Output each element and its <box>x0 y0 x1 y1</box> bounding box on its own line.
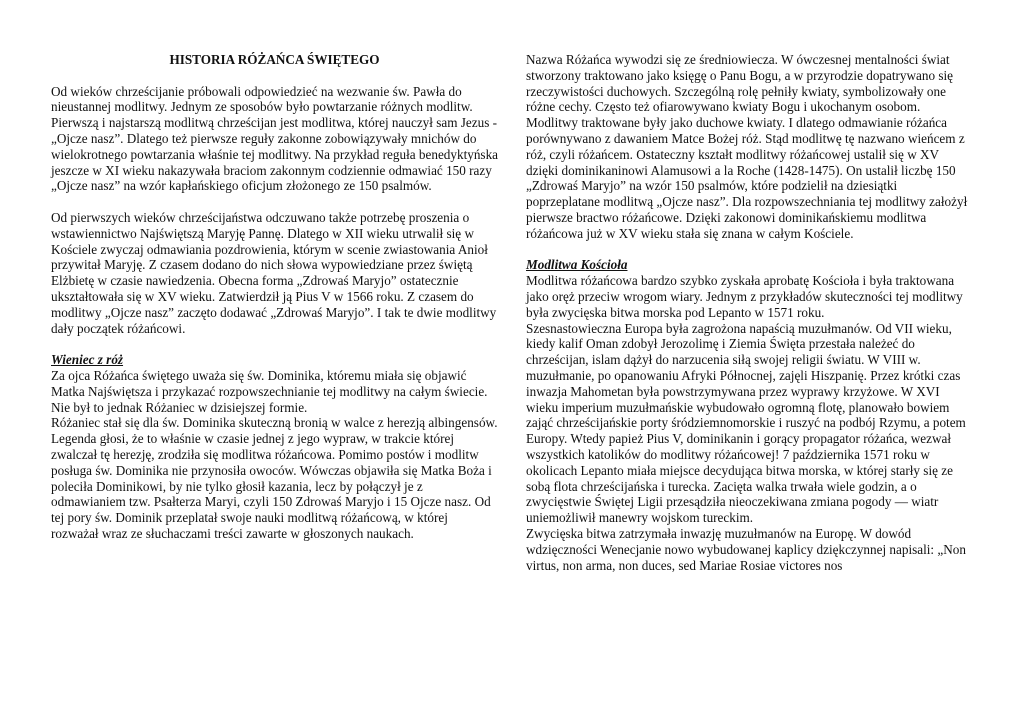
modlitwa-paragraph-1: Modlitwa różańcowa bardzo szybko zyskała aprobatę Kościoła i była traktowana jako oręż przeciw wrogom wiary. Jednym z przykładów skuteczności tej modlitwy była zwycięska bitwa morska pod Lepanto w 1571 roku. <box>526 273 963 320</box>
name-origin-paragraph: Nazwa Różańca wywodzi się ze średniowiecza. W ówczesnej mentalności świat stworzony traktowano jako księgę o Panu Bogu, a w przyrodzie dopatrywano się rzeczywistości duchowych. Szczególną rolę pełniły kwiaty, symbolizowały one różne cechy. Często też ofiarowywano kwiaty Bogu i ukochanym osobom. Modlitwy traktowane były jako duchowe kwiaty. I dlatego odmawianie różańca porównywano z dawaniem Matce Bożej róż. Stąd modlitwę tę nazwano wieńcem z róż, czyli różańcem. Ostateczny kształt modlitwy różańcowej ustalił się w XV dzięki dominikaninowi Alamusowi a la Roche (1428-1475). On ustalił liczbę 150 „Zdrowaś Maryjo” na wzór 150 psalmów, które podzielił na dziesiątki poprzeplatane modlitwą „Ojcze nasz”. Dla rozpowszechniania tej modlitwy założył pierwsze bractwo różańcowe. Dzięki zakonowi dominikańskiemu modlitwa różańcowa już w XV wieku stała się znana w całym Kościele. <box>526 52 968 241</box>
section-heading-wieniec: Wieniec z róż <box>51 352 124 368</box>
paragraph-gap <box>51 336 498 352</box>
intro-paragraph-3: Od pierwszych wieków chrześcijaństwa odczuwano także potrzebę proszenia o wstawiennictwo Najświętszą Maryję Pannę. Dlatego w XII wieku utrwalił się w Kościele zwyczaj odmawiania pozdrowienia, którym w scenie zwiastowania Anioł przywitał Maryję. Z czasem dodano do nich słowa wypowiedziane przez świętą Elżbietę w czasie nawiedzenia. Obecna forma „Zdrowaś Maryjo” ostatecznie ukształtowała się w XV wieku. Zatwierdził ją Pius V w 1566 roku. Z czasem do modlitwy „Ojcze nasz” zaczęto dodawać „Zdrowaś Maryjo”. I tak te dwie modlitwy dały początek różańcowi. <box>51 209 497 336</box>
paragraph-gap <box>51 194 498 210</box>
wieniec-paragraph-1: Za ojca Różańca świętego uważa się św. Dominika, któremu miała się objawić Matka Najświętsza i przykazać rozpowszechnianie tej modlitwy na całym świecie. Nie był to jednak Różaniec w dzisiejszej formie. <box>51 367 488 415</box>
right-column <box>526 52 971 573</box>
section-heading-modlitwa: Modlitwa Kościoła <box>526 257 628 273</box>
document-title: HISTORIA RÓŻAŃCA ŚWIĘTEGO <box>169 52 380 67</box>
modlitwa-paragraph-3: Zwycięska bitwa zatrzymała inwazję muzułmanów na Europę. W dowód wdzięczności Wenecjanie nowo wybudowanej kaplicy dziękczynnej napisali: „Non virtus, non arma, non duces, sed Mariae Rosiae victores nos <box>526 525 966 573</box>
wieniec-paragraph-2: Różaniec stał się dla św. Dominika skuteczną bronią w walce z herezją albingensów. Legenda głosi, że to właśnie w czasie jednej z jego wypraw, w trakcie której zwalczał tę herezję, zrodziła się modlitwa różańcowa. Pomimo postów i modlitw posługa św. Dominika nie przynosiła owoców. Wówczas objawiła się Matka Boża i poleciła Dominikowi, by nie tylko głosił kazania, lecz by połączył je z odmawianiem tzw. Psałterza Maryi, czyli 150 Zdrowaś Maryjo i 15 Ojcze nasz. Od tej pory św. Dominik przeplatał swoje nauki modlitwą różańcową, w której rozważał wraz ze słuchaczami treści zawarte w głoszonych naukach. <box>51 415 498 541</box>
intro-paragraph-1: Od wieków chrześcijanie próbowali odpowiedzieć na wezwanie św. Pawła do nieustannej modlitwy. Jednym ze sposobów było powtarzanie różnych modlitw. <box>51 83 473 115</box>
left-column <box>51 52 498 542</box>
modlitwa-paragraph-2: Szesnastowieczna Europa była zagrożona napaścią muzułmanów. Od VII wieku, kiedy kalif Oman zdobył Jerozolimę i Ziemia Święta przestała należeć do chrześcijan, islam dążył do narzucenia siłą swojej religii światu. W VIII w. muzułmanie, po opanowaniu Afryki Północnej, zajęli Hiszpanię. Przez krótki czas inwazja Mahometan była powstrzymywana przez wyprawy krzyżowe. W XVI wieku imperium muzułmańskie wybudowało ogromną flotę, planowało bowiem zająć chrześcijańskie porty śródziemnomorskie i ruszyć na podbój Rzymu, a potem Europy. Wtedy papież Pius V, dominikanin i gorący propagator różańca, wezwał wszystkich katolików do modlitwy różańcowej! 7 października 1571 roku w okolicach Lepanto miała miejsce decydująca bitwa morska, w której starły się ze sobą flota chrześcijańska i turecka. Zacięta walka trwała wiele godzin, a o zwycięstwie Świętej Ligii przesądziła nieoczekiwana zmiana pogody — wiatr uniemożliwił manewry wojskom tureckim. <box>526 320 966 526</box>
paragraph-gap <box>526 242 971 258</box>
intro-paragraph-2: Pierwszą i najstarszą modlitwą chrześcijan jest modlitwa, której nauczył sam Jezus - „Ojcze nasz”. Dlatego też pierwsze reguły zakonne zobowiązywały mnichów do wielokrotnego powtarzania właśnie tej modlitwy. Na przykład reguła benedyktyńska jeszcze w XI wieku nakazywała braciom zakonnym codziennie odmawiać 150 razy „Ojcze nasz” na wzór kapłańskiego oficjum złożonego ze 150 psalmów. <box>51 115 499 194</box>
